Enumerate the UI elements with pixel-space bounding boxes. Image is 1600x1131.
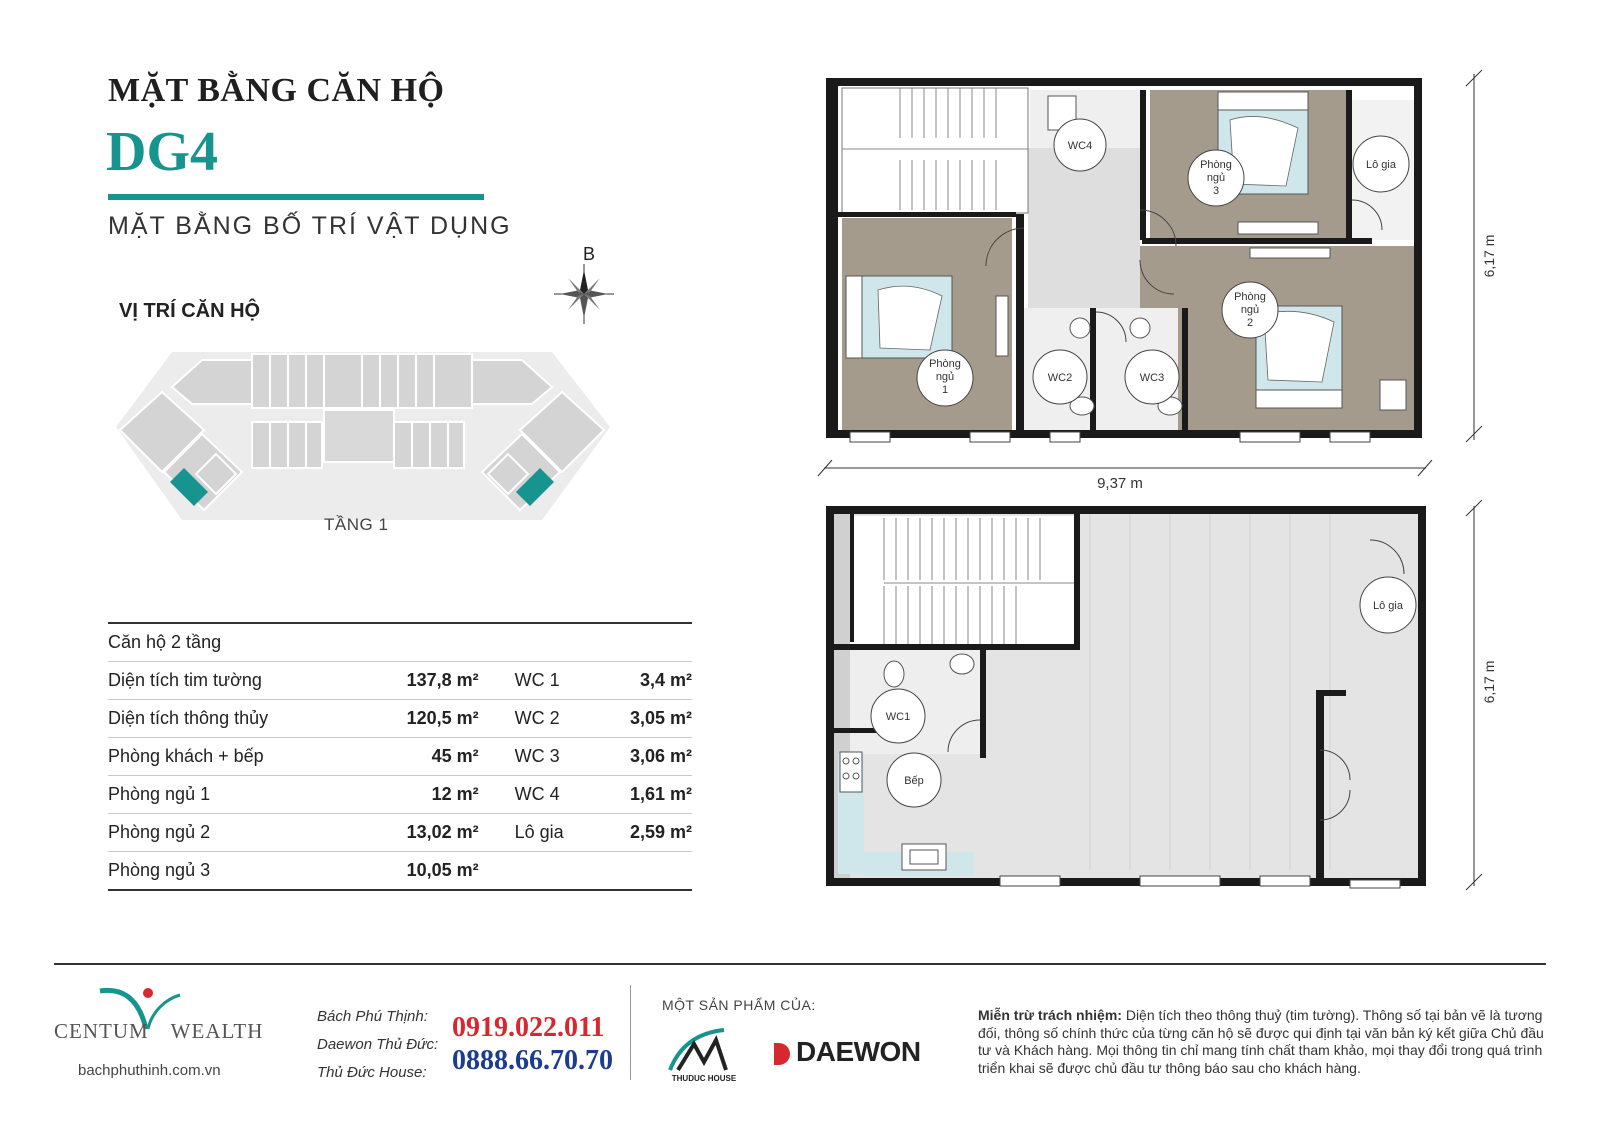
area-table — [108, 624, 692, 891]
room-label-bedroom-1 — [917, 350, 973, 406]
svg-text:Lô gia: Lô gia — [1366, 159, 1396, 171]
page-subtitle: MẶT BẰNG BỐ TRÍ VẬT DỤNG — [108, 212, 512, 240]
logo-wordmark: CENTUM WEALTH — [54, 1019, 264, 1043]
table-caption: Căn hộ 2 tầng — [108, 624, 692, 662]
table-row — [108, 814, 692, 852]
svg-text:ngủ: ngủ — [1240, 304, 1260, 316]
website-link[interactable]: bachphuthinh.com.vn — [78, 1062, 221, 1079]
phone-number[interactable]: 0888.66.70.70 — [452, 1045, 613, 1076]
svg-text:THUDUC HOUSE: THUDUC HOUSE — [671, 1074, 737, 1083]
floor-label: TẦNG 1 — [324, 515, 389, 534]
table-row — [108, 852, 692, 891]
svg-text:ngủ: ngủ — [935, 371, 955, 383]
svg-text:1: 1 — [941, 384, 949, 396]
svg-text:9,37 m: 9,37 m — [1097, 475, 1143, 492]
phone-number[interactable]: 0919.022.011 — [452, 1012, 605, 1043]
compass-north-label: B — [583, 244, 596, 264]
room-label-wc1 — [871, 689, 925, 743]
svg-text:3: 3 — [1212, 185, 1220, 197]
svg-text:2: 2 — [1246, 317, 1254, 329]
table-row — [108, 776, 692, 814]
table-row — [108, 738, 692, 776]
room-label-bedroom-3 — [1188, 150, 1244, 206]
area-label: Phòng ngủ 3 — [108, 852, 364, 891]
svg-text:Phòng: Phòng — [929, 358, 961, 370]
area-label: Lô gia — [515, 814, 593, 852]
area-label: WC 1 — [515, 662, 593, 700]
location-heading: VỊ TRÍ CĂN HỘ — [119, 300, 261, 322]
area-value: 120,5 m² — [364, 700, 479, 738]
page-title: MẶT BẰNG CĂN HỘ — [108, 72, 445, 109]
room-label-wc3 — [1125, 350, 1179, 404]
disclaimer — [978, 1007, 1548, 1077]
contact-label: Daewon Thủ Đức: — [317, 1036, 439, 1053]
daewon-wordmark: DAEWON — [796, 1036, 921, 1067]
title-underline — [108, 194, 484, 200]
thuduc-house-logo-icon — [664, 1024, 750, 1084]
dimension-width — [818, 460, 1432, 492]
area-label: Diện tích thông thủy — [108, 700, 364, 738]
area-label: Phòng khách + bếp — [108, 738, 364, 776]
compass-icon — [548, 262, 620, 326]
svg-text:Phòng: Phòng — [1234, 291, 1266, 303]
area-value: 3,05 m² — [593, 700, 692, 738]
area-value: 13,02 m² — [364, 814, 479, 852]
area-label: WC 3 — [515, 738, 593, 776]
contact-label: Thủ Đức House: — [317, 1064, 427, 1081]
lower-floor-plan — [826, 500, 1497, 890]
area-label: Phòng ngủ 1 — [108, 776, 364, 814]
site-plan-map — [112, 342, 612, 532]
area-value: 3,4 m² — [593, 662, 692, 700]
svg-text:WC3: WC3 — [1139, 372, 1165, 384]
apartment-code: DG4 — [106, 121, 218, 183]
dimension-height-lower: 6,17 m — [1481, 660, 1497, 704]
area-label: WC 4 — [515, 776, 593, 814]
room-label-bedroom-2 — [1222, 282, 1278, 338]
svg-text:Lô gia: Lô gia — [1373, 600, 1403, 612]
table-row — [108, 624, 692, 662]
svg-text:WC1: WC1 — [885, 711, 911, 723]
disclaimer-text: Diện tích theo thông thuỷ (tim tường). Thông số tại bản vẽ là tương đối, thông số chính thức của từng căn hộ sẽ được qui định tại văn bản ký kết giữa Chủ đầu tư và Khách hàng. Mọi thông tin chỉ mang tính chất tham khảo, mọi thay đổi trong quá trình triển khai sẽ được chủ đầu tư thông báo sau cho khách hàng. — [978, 1007, 1544, 1076]
daewon-logo-icon — [774, 1043, 790, 1065]
area-label: WC 2 — [515, 700, 593, 738]
area-value: 1,61 m² — [593, 776, 692, 814]
product-of-label: MỘT SẢN PHẨM CỦA: — [662, 997, 816, 1013]
area-value: 10,05 m² — [364, 852, 479, 891]
svg-text:WC2: WC2 — [1047, 372, 1073, 384]
upper-floor-plan — [826, 70, 1497, 442]
room-label-kitchen — [887, 753, 941, 807]
area-value: 12 m² — [364, 776, 479, 814]
room-label-logia — [1353, 136, 1409, 192]
svg-text:WC4: WC4 — [1067, 140, 1093, 152]
room-label-wc2 — [1033, 350, 1087, 404]
area-value: 45 m² — [364, 738, 479, 776]
area-value: 3,06 m² — [593, 738, 692, 776]
svg-text:Phòng: Phòng — [1200, 159, 1232, 171]
footer-divider — [630, 985, 631, 1080]
floor-plans — [790, 60, 1570, 910]
bed-icon — [846, 276, 952, 358]
room-label-wc4 — [1054, 119, 1106, 171]
svg-text:Bếp: Bếp — [904, 775, 924, 787]
footer-rule — [54, 963, 1546, 965]
area-value: 137,8 m² — [364, 662, 479, 700]
disclaimer-heading: Miễn trừ trách nhiệm: — [978, 1007, 1122, 1023]
room-label-logia-lower — [1360, 577, 1416, 633]
contact-label: Bách Phú Thịnh: — [317, 1008, 428, 1025]
table-row — [108, 662, 692, 700]
table-row — [108, 700, 692, 738]
area-label: Diện tích tim tường — [108, 662, 364, 700]
dimension-height-upper: 6,17 m — [1481, 234, 1497, 278]
svg-text:ngủ: ngủ — [1206, 172, 1226, 184]
area-label: Phòng ngủ 2 — [108, 814, 364, 852]
area-value: 2,59 m² — [593, 814, 692, 852]
